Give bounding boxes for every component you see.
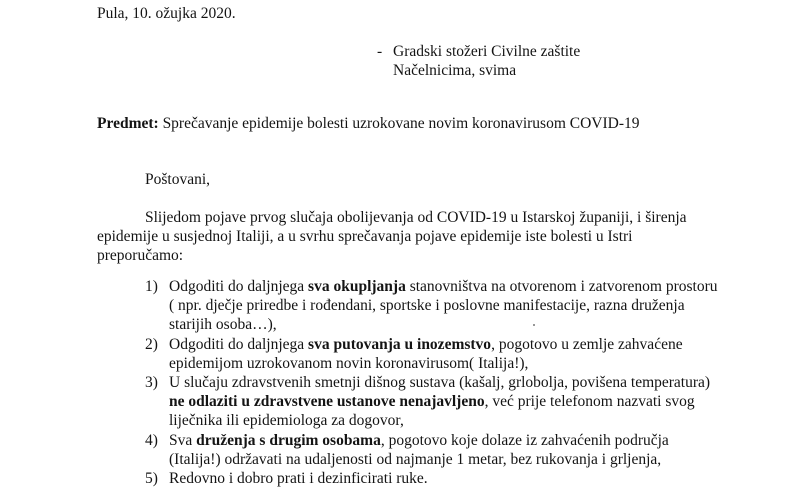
item-4-text-post: , pogotovo koje dolaze iz zahvaćenih područja [380,432,669,449]
item-4-number: 4) [145,432,158,449]
intro-line-1: Slijedom pojave prvog slučaja obolijevanja od COVID-19 u Istarskoj županiji, i širenja [145,209,687,226]
item-1-text-post: stanovništva na otvorenom i zatvorenom prostoru [405,278,718,295]
item-3-bold: ne odlaziti u zdravstvene ustanove nenajavljeno [169,393,485,410]
item-2-line-1 [169,335,683,354]
place-date: Pula, 10. ožujka 2020. [97,5,236,22]
recipient-line-1: Gradski stožeri Civilne zaštite [393,43,581,60]
item-1-line-1 [169,277,718,296]
item-1-bold: sva okupljanja [308,278,406,295]
scan-speck [533,324,535,326]
item-2-bold: sva putovanja u inozemstvo [308,336,492,353]
item-2-text-post: , pogotovo u zemlje zahvaćene [491,336,683,353]
item-5-number: 5) [145,470,158,487]
item-3-text-post: , već prije telefonom nazvati svog [484,393,695,410]
recipient-line-2: Načelnicima, svima [393,62,517,79]
item-5-line-1: Redovno i dobro prati i dezinficirati ruke. [169,470,428,487]
item-1-text-pre: Odgoditi do daljnjega [169,278,309,295]
item-4-text-pre: Sva [169,432,197,449]
recipient-dash: - [377,43,383,60]
item-4-line-2: (Italija!) održavati na udaljenosti od najmanje 1 metar, bez rukovanja i grljenja, [169,451,662,468]
item-2-number: 2) [145,336,158,353]
item-4-bold: druženja s drugim osobama [196,432,381,449]
item-3-line-1: U slučaju zdravstvenih smetnji dišnog sustava (kašalj, grlobolja, povišena temperatura) [169,374,711,391]
item-1-line-3: starijih osoba…), [169,316,277,333]
subject-label: Predmet: [97,115,159,132]
intro-line-3: preporučamo: [97,247,184,264]
item-2-line-2: epidemijom uzrokovanom novin koronavirusom( Italija!), [169,355,529,372]
item-3-number: 3) [145,374,158,391]
subject-line [97,114,640,133]
item-3-line-2 [169,392,695,411]
item-1-number: 1) [145,278,158,295]
subject-text: Sprečavanje epidemije bolesti uzrokovane novim koronavirusom COVID-19 [162,115,640,132]
item-3-line-3: liječnika ili epidemiologa za dogovor, [169,412,404,429]
item-1-line-2: ( npr. dječje priredbe i rođendani, sportske i poslovne manifestacije, razna druženja [169,297,685,314]
item-4-line-1 [169,431,669,450]
greeting: Poštovani, [145,171,211,188]
intro-line-2: epidemije u susjednoj Italiji, a u svrhu sprečavanja pojave epidemije iste bolesti u Istri [97,228,633,245]
item-2-text-pre: Odgoditi do daljnjega [169,336,309,353]
